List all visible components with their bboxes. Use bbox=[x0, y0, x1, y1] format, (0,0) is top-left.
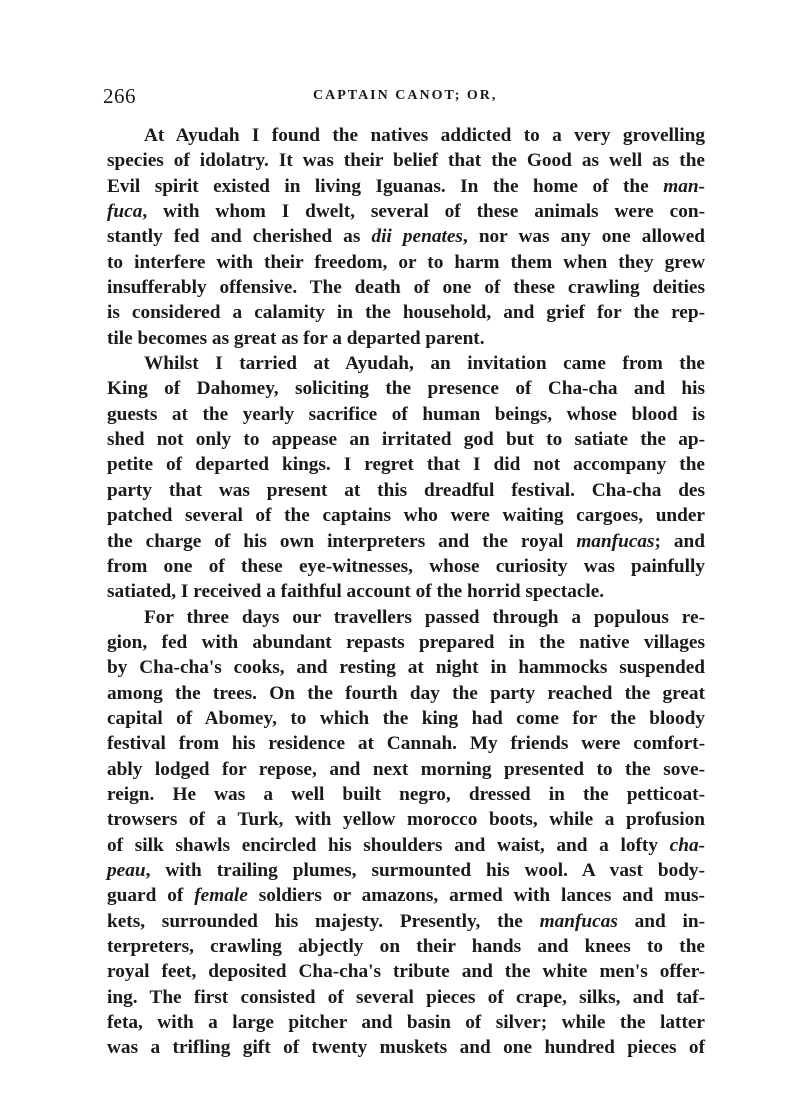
text-line bbox=[107, 199, 705, 224]
line-text: by Cha-cha's cooks, and resting at night in hammocks suspended bbox=[107, 657, 705, 679]
line-text: petite of departed kings. I regret that I did not accompany the bbox=[107, 454, 705, 476]
line-text: ; and bbox=[654, 530, 705, 552]
line-text: , with trailing plumes, surmounted his wool. A vast body- bbox=[145, 859, 705, 881]
italic-text: peau bbox=[107, 859, 146, 881]
page-number: 266 bbox=[103, 84, 136, 108]
text-line bbox=[107, 376, 705, 401]
page-header bbox=[103, 84, 703, 110]
italic-text: dii penates bbox=[371, 226, 463, 248]
line-text: terpreters, crawling abjectly on their hands and knees to the bbox=[107, 936, 705, 957]
italic-text: female bbox=[194, 885, 248, 907]
text-line bbox=[107, 250, 705, 275]
body-text bbox=[107, 123, 705, 1061]
text-line bbox=[107, 833, 705, 858]
line-text: festival from his residence at Cannah. My friends were comfort- bbox=[107, 733, 705, 755]
line-text: insufferably offensive. The death of one of these crawling deities bbox=[107, 277, 705, 299]
text-line bbox=[107, 681, 705, 706]
text-line bbox=[107, 655, 705, 680]
text-line bbox=[107, 959, 705, 984]
text-line bbox=[107, 123, 705, 148]
italic-text: fuca bbox=[107, 201, 143, 223]
line-text: soldiers or amazons, armed with lances and mus- bbox=[247, 885, 705, 907]
line-text: gion, fed with abundant repasts prepared in the native villages bbox=[107, 631, 705, 653]
line-text: ing. The first consisted of several pieces of crape, silks, and taf- bbox=[107, 986, 705, 1008]
line-text: patched several of the captains who were waiting cargoes, under bbox=[107, 505, 705, 527]
text-line bbox=[107, 1010, 705, 1035]
line-text: kets, surrounded his majesty. Presently, the bbox=[107, 910, 540, 932]
text-line bbox=[107, 224, 705, 249]
text-line bbox=[107, 1035, 705, 1060]
text-line bbox=[107, 883, 705, 908]
line-text: stantly fed and cherished as bbox=[107, 226, 372, 248]
text-line bbox=[107, 985, 705, 1010]
text-line bbox=[107, 554, 705, 579]
italic-text: manfucas bbox=[576, 530, 655, 552]
text-line bbox=[107, 300, 705, 325]
line-text: satiated, I received a faithful account of the horrid spectacle. bbox=[107, 581, 605, 603]
text-line bbox=[107, 782, 705, 807]
text-line bbox=[107, 351, 705, 376]
text-line bbox=[107, 605, 705, 630]
line-text: is considered a calamity in the household, and grief for the rep- bbox=[107, 302, 705, 324]
text-line bbox=[107, 148, 705, 173]
line-text: among the trees. On the fourth day the party reached the great bbox=[107, 682, 705, 704]
text-line bbox=[107, 503, 705, 528]
line-text: At Ayudah I found the natives addicted to a very grovelling bbox=[144, 125, 705, 146]
line-text: the charge of his own interpreters and the royal bbox=[107, 530, 577, 552]
text-line bbox=[107, 731, 705, 756]
line-text: capital of Abomey, to which the king had come for the bloody bbox=[107, 707, 705, 729]
line-text: royal feet, deposited Cha-cha's tribute and the white men's offer- bbox=[107, 961, 705, 983]
line-text: King of Dahomey, soliciting the presence of Cha-cha and his bbox=[107, 378, 705, 400]
line-text: from one of these eye-witnesses, whose curiosity was painfully bbox=[107, 555, 705, 577]
line-text: and in- bbox=[617, 910, 706, 932]
italic-text: manfucas bbox=[539, 910, 618, 932]
line-text: species of idolatry. It was their belief that the Good as well as the bbox=[107, 150, 705, 172]
italic-text: man- bbox=[663, 175, 705, 197]
line-text: , nor was any one allowed bbox=[462, 226, 706, 248]
line-text: of silk shawls encircled his shoulders and waist, and a lofty bbox=[107, 834, 670, 856]
line-text: , with whom I dwelt, several of these animals were con- bbox=[142, 201, 705, 223]
text-line bbox=[107, 174, 705, 199]
text-line bbox=[107, 275, 705, 300]
text-line bbox=[107, 909, 705, 934]
line-text: feta, with a large pitcher and basin of silver; while the latter bbox=[107, 1012, 705, 1034]
text-line bbox=[107, 706, 705, 731]
text-line bbox=[107, 807, 705, 832]
text-line bbox=[107, 529, 705, 554]
line-text: Whilst I tarried at Ayudah, an invitation came from the bbox=[144, 353, 705, 375]
text-line bbox=[107, 452, 705, 477]
line-text: For three days our travellers passed through a populous re- bbox=[144, 606, 705, 628]
text-line bbox=[107, 934, 705, 959]
line-text: guests at the yearly sacrifice of human beings, whose blood is bbox=[107, 403, 705, 425]
line-text: guard of bbox=[107, 885, 195, 907]
italic-text: cha- bbox=[669, 834, 705, 856]
text-line bbox=[107, 757, 705, 782]
line-text: party that was present at this dreadful festival. Cha-cha des bbox=[107, 479, 705, 501]
text-line bbox=[107, 478, 705, 503]
text-line bbox=[107, 858, 705, 883]
text-line bbox=[107, 427, 705, 452]
line-text: ably lodged for repose, and next morning presented to the sove- bbox=[107, 758, 705, 780]
line-text: trowsers of a Turk, with yellow morocco boots, while a profusion bbox=[107, 809, 705, 831]
line-text: was a trifling gift of twenty muskets and one hundred pieces of bbox=[107, 1037, 705, 1059]
running-head: CAPTAIN CANOT; OR, bbox=[313, 88, 498, 103]
line-text: Evil spirit existed in living Iguanas. In the home of the bbox=[107, 175, 664, 197]
line-text: shed not only to appease an irritated god but to satiate the ap- bbox=[107, 429, 705, 451]
line-text: tile becomes as great as for a departed parent. bbox=[107, 327, 485, 349]
text-line bbox=[107, 402, 705, 427]
text-line bbox=[107, 326, 705, 351]
text-line bbox=[107, 579, 705, 604]
line-text: reign. He was a well built negro, dressed in the petticoat- bbox=[107, 783, 705, 805]
text-line bbox=[107, 630, 705, 655]
line-text: to interfere with their freedom, or to harm them when they grew bbox=[107, 251, 705, 273]
